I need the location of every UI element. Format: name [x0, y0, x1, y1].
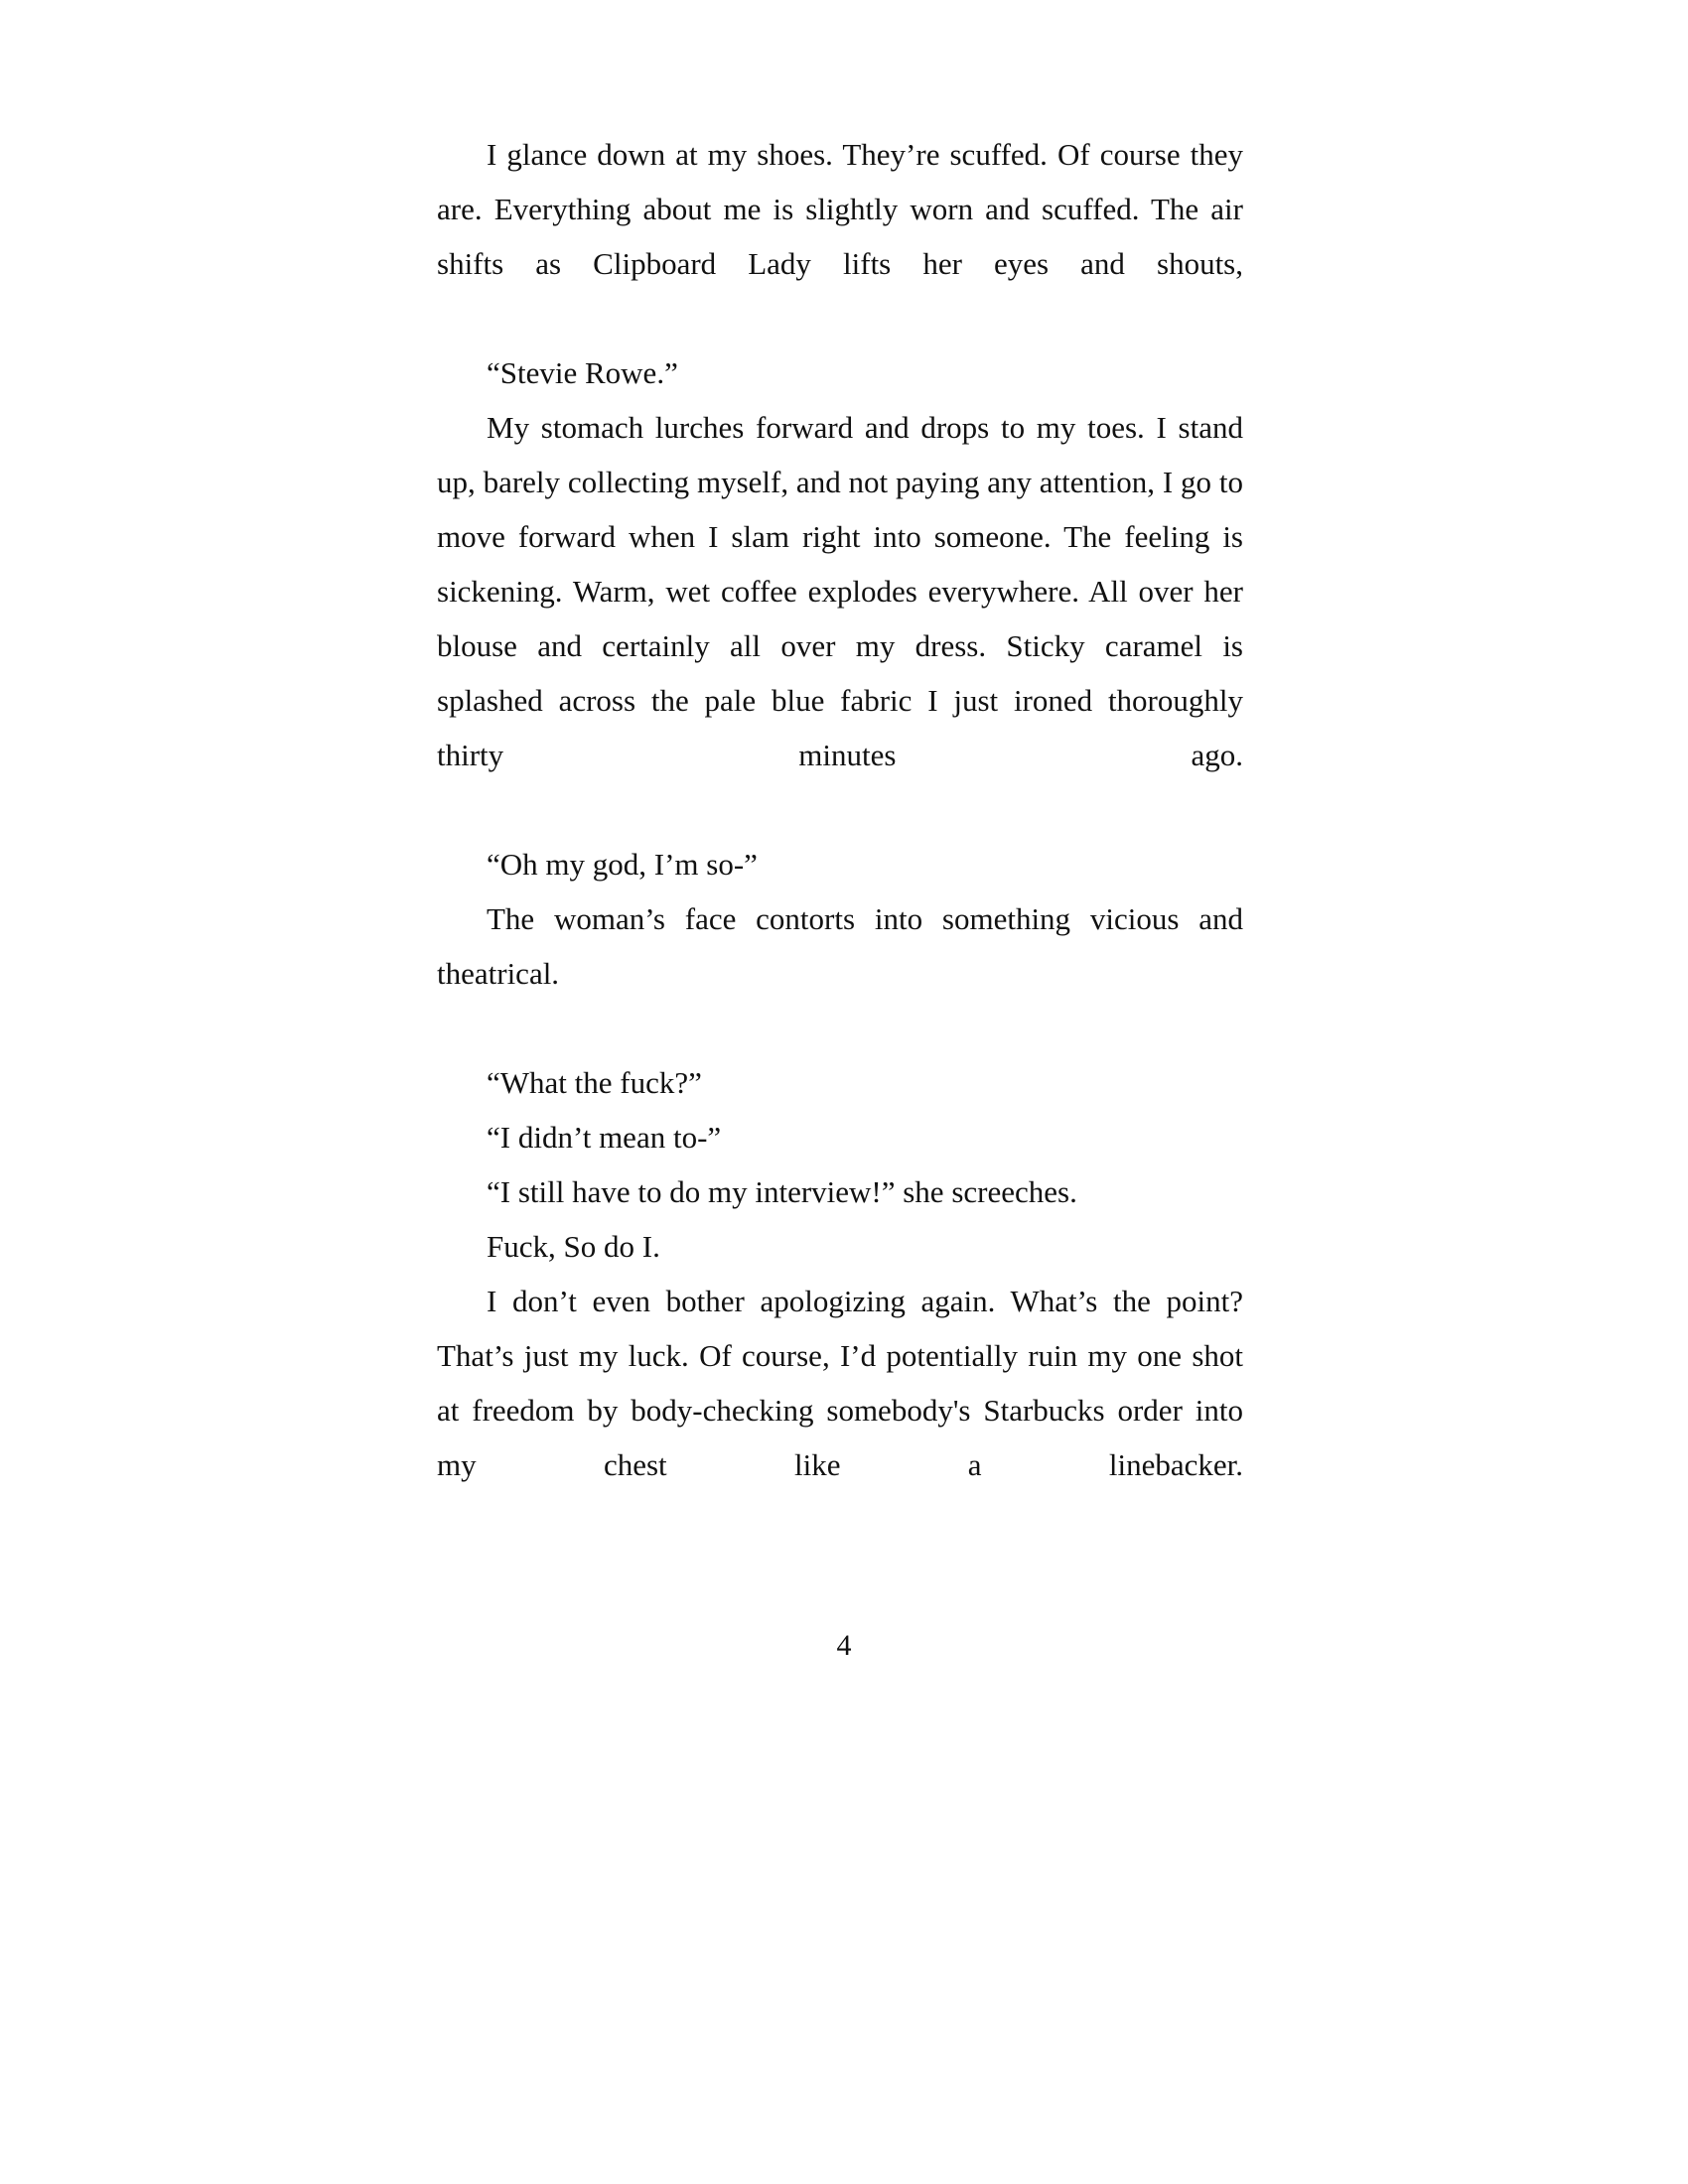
- paragraph: I glance down at my shoes. They’re scuffed. Of course they are. Everything about me is slightly worn and scuffed. The air shifts as Clipboard Lady lifts her eyes and shouts,: [437, 137, 1243, 281]
- paragraph: Fuck, So do I.: [487, 1229, 660, 1264]
- paragraph: “I didn’t mean to-”: [487, 1120, 722, 1155]
- paragraph: My stomach lurches forward and drops to my toes. I stand up, barely collecting myself, and not paying any attention, I go to move forward when I slam right into someone. The feeling is sickening. Warm, wet coffee explodes everywhere. All over her blouse and certainly all over my dress. Sticky caramel is splashed across the pale blue fabric I just ironed thoroughly thirty minutes ago.: [437, 410, 1243, 772]
- body-text-block: [437, 127, 1243, 1547]
- paragraph: “Oh my god, I’m so-”: [487, 847, 758, 882]
- paragraph: The woman’s face contorts into something vicious and theatrical.: [437, 901, 1243, 991]
- paragraph: “Stevie Rowe.”: [487, 355, 678, 390]
- paragraph: I don’t even bother apologizing again. What’s the point? That’s just my luck. Of course, I’d potentially ruin my one shot at freedom by body-checking somebody's Starbucks order into my chest like a linebacker.: [437, 1284, 1243, 1482]
- paragraph: “What the fuck?”: [487, 1065, 702, 1100]
- paragraph: “I still have to do my interview!” she screeches.: [487, 1174, 1077, 1209]
- page-number: 4: [836, 1629, 852, 1662]
